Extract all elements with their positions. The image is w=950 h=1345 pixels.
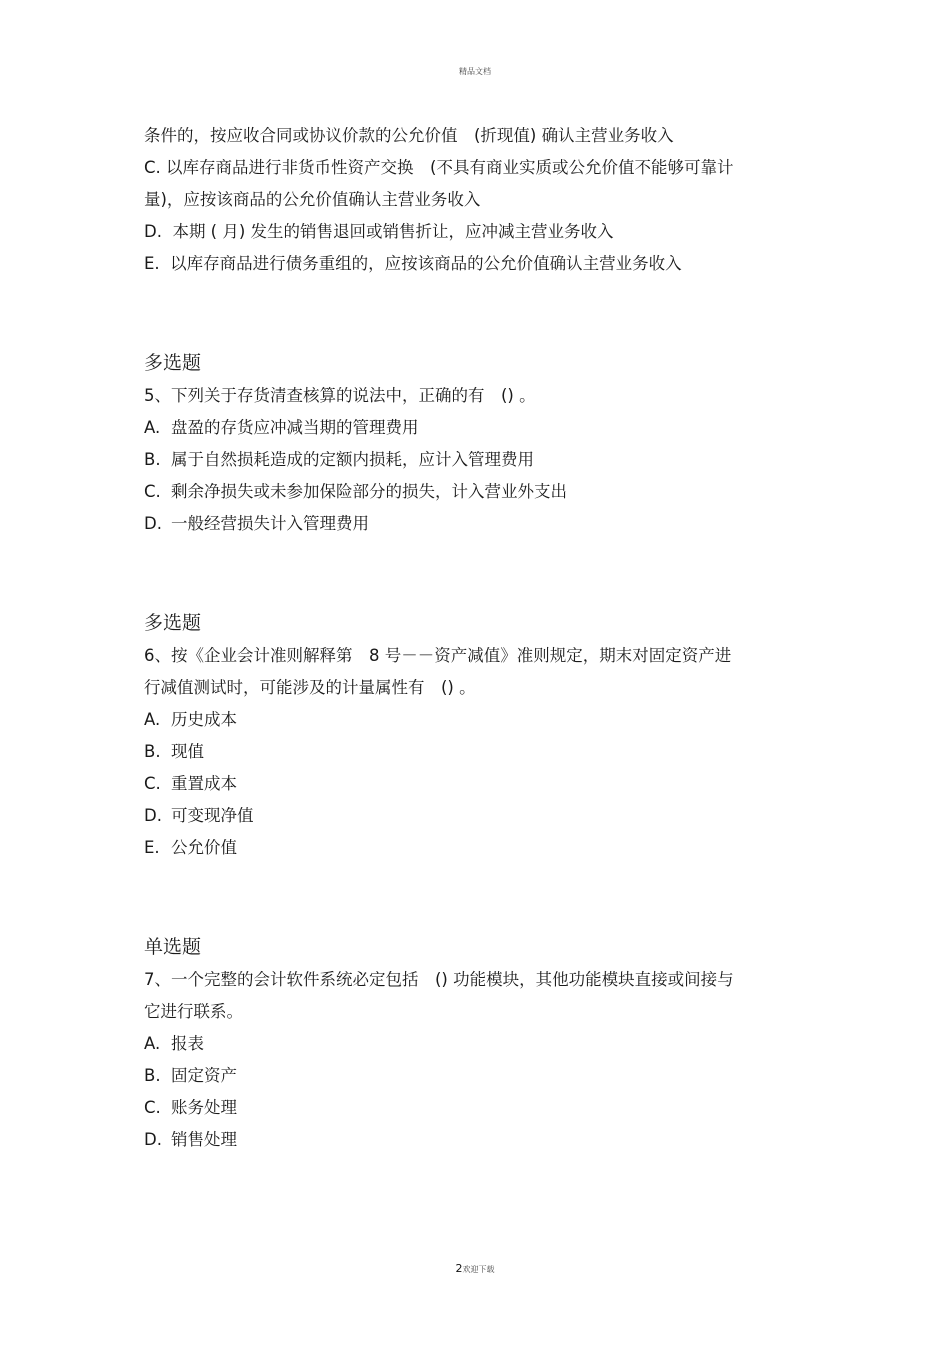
option-text: 属于自然损耗造成的定额内损耗，应计入管理费用 [171, 450, 534, 469]
option-text: 重置成本 [171, 774, 237, 793]
question-type-heading: 单选题 [144, 936, 202, 958]
continuation-line: E. 以库存商品进行债务重组的，应按该商品的公允价值确认主营业务收入 [144, 254, 682, 273]
question-stem: 它进行联系。 [144, 1002, 243, 1021]
option-text: 历史成本 [171, 710, 237, 729]
continuation-line: C. 以库存商品进行非货币性资产交换 (不具有商业实质或公允价值不能够可靠计 [144, 158, 734, 177]
option-a [144, 704, 794, 736]
footer-text: 欢迎下载 [462, 1265, 495, 1274]
option-letter: E. [144, 838, 160, 857]
continuation-line: 量)，应按该商品的公允价值确认主营业务收入 [144, 190, 481, 209]
continuation-line: D. 本期 ( 月) 发生的销售退回或销售折让，应冲减主营业务收入 [144, 222, 614, 241]
question-type-heading: 多选题 [144, 352, 202, 374]
option-c [144, 476, 794, 508]
question-stem: 7、一个完整的会计软件系统必定包括 () 功能模块，其他功能模块直接或间接与 [144, 970, 734, 989]
option-letter: A. [144, 418, 161, 437]
option-letter: A. [144, 1034, 161, 1053]
option-text: 可变现净值 [171, 806, 254, 825]
option-b [144, 736, 794, 768]
option-letter: B. [144, 742, 161, 761]
question-type-heading: 多选题 [144, 612, 202, 634]
option-text: 现值 [171, 742, 204, 761]
option-b [144, 444, 794, 476]
option-text: 销售处理 [171, 1130, 237, 1149]
option-letter: B. [144, 450, 161, 469]
question-stem: 行减值测试时，可能涉及的计量属性有 () 。 [144, 678, 476, 697]
option-a [144, 412, 794, 444]
question-5 [144, 346, 794, 540]
option-text: 一般经营损失计入管理费用 [171, 514, 369, 533]
page-footer [0, 1262, 950, 1275]
question-stem: 5、下列关于存货清查核算的说法中，正确的有 () 。 [144, 386, 536, 405]
option-letter: C. [144, 482, 161, 501]
option-c [144, 1092, 794, 1124]
option-letter: D. [144, 806, 162, 825]
option-letter: C. [144, 774, 161, 793]
option-text: 报表 [171, 1034, 204, 1053]
question-stem: 6、按《企业会计准则解释第 8 号－－资产减值》准则规定，期末对固定资产进 [144, 646, 732, 665]
continuation-line: 条件的，按应收合同或协议价款的公允价值 (折现值) 确认主营业务收入 [144, 126, 674, 145]
question-6 [144, 606, 794, 864]
page-header: 精品文档 [459, 67, 491, 76]
option-text: 账务处理 [171, 1098, 237, 1117]
option-c [144, 768, 794, 800]
option-e [144, 832, 794, 864]
document-body [144, 120, 794, 1156]
option-letter: D. [144, 1130, 162, 1149]
option-text: 剩余净损失或未参加保险部分的损失，计入营业外支出 [171, 482, 567, 501]
option-letter: A. [144, 710, 161, 729]
option-b [144, 1060, 794, 1092]
option-d [144, 800, 794, 832]
page-number: 2 [455, 1262, 463, 1275]
option-text: 固定资产 [171, 1066, 237, 1085]
option-letter: C. [144, 1098, 161, 1117]
option-text: 公允价值 [171, 838, 237, 857]
option-a [144, 1028, 794, 1060]
option-letter: B. [144, 1066, 161, 1085]
option-letter: D. [144, 514, 162, 533]
option-text: 盘盈的存货应冲减当期的管理费用 [171, 418, 419, 437]
option-d [144, 1124, 794, 1156]
continuation-block [144, 120, 794, 280]
question-7 [144, 930, 794, 1156]
option-d [144, 508, 794, 540]
